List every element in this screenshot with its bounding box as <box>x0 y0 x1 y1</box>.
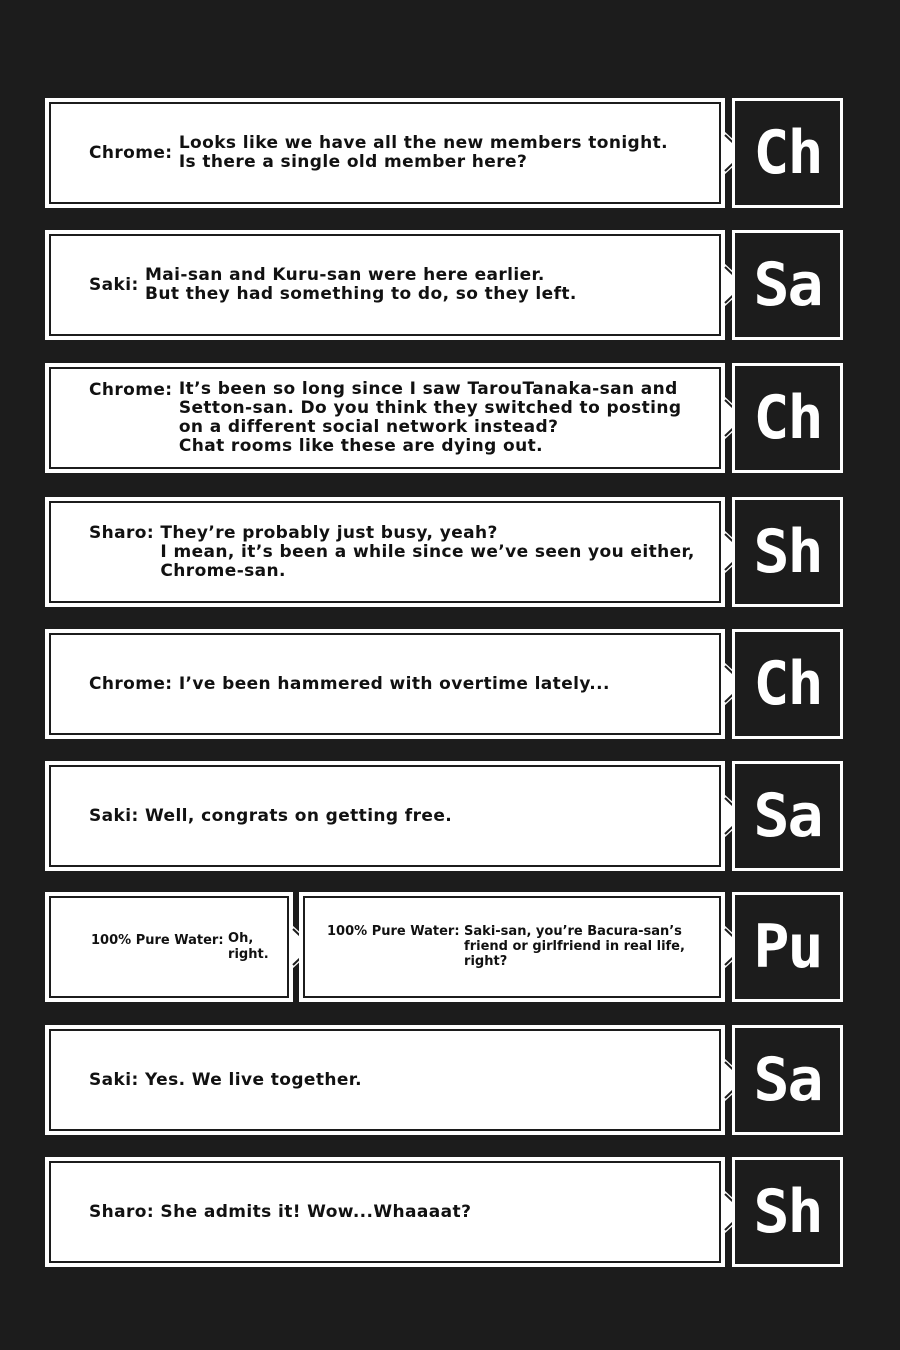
avatar-initials: Sh <box>735 1160 840 1264</box>
message-line: Oh, <box>228 931 254 946</box>
message-line: Chat rooms like these are dying out. <box>178 436 544 456</box>
speaker-name: Chrome: <box>89 673 173 694</box>
message-line: Setton-san. Do you think they switched to posting <box>178 398 682 418</box>
avatar-initials: Ch <box>735 632 840 736</box>
avatar-initials: Sh <box>735 500 840 604</box>
message-text <box>89 1027 362 1133</box>
message-line: Mai-san and Kuru-san were here earlier. <box>144 265 545 285</box>
message-bubble <box>45 98 725 208</box>
message-text <box>89 232 577 338</box>
message-text <box>89 100 668 206</box>
message-bubble <box>45 230 725 340</box>
speaker-name: Saki: <box>89 805 139 826</box>
avatar <box>732 363 843 473</box>
message-line: But they had something to do, so they left. <box>144 284 577 304</box>
message-line: Is there a single old member here? <box>178 152 528 172</box>
message-text <box>89 365 681 471</box>
message-bubble <box>45 761 725 871</box>
avatar <box>732 761 843 871</box>
message-text <box>91 894 269 1000</box>
message-bubble <box>45 497 725 607</box>
speaker-name: Sharo: <box>89 1201 155 1222</box>
chat-row <box>45 1157 843 1267</box>
avatar <box>732 1157 843 1267</box>
avatar <box>732 892 843 1002</box>
message-bubble <box>45 1025 725 1135</box>
chat-row <box>45 761 843 871</box>
message-line: Yes. We live together. <box>144 1069 363 1090</box>
chat-row <box>45 629 843 739</box>
chat-row <box>45 1025 843 1135</box>
message-bubble <box>45 629 725 739</box>
chat-row <box>45 98 843 208</box>
message-text <box>89 499 695 605</box>
message-line: right. <box>228 947 269 962</box>
speaker-name: Saki: <box>89 1069 139 1090</box>
avatar <box>732 1025 843 1135</box>
message-line: friend or girlfriend in real life, <box>464 939 685 954</box>
chat-row <box>45 497 843 607</box>
speaker-name: 100% Pure Water: <box>91 933 224 948</box>
message-text <box>89 763 452 869</box>
message-line: Chrome-san. <box>160 560 286 581</box>
message-line: They’re probably just busy, yeah? <box>160 522 498 543</box>
message-text <box>327 924 685 969</box>
chat-row <box>45 363 843 473</box>
avatar-initials: Ch <box>735 101 840 205</box>
speaker-name: Chrome: <box>89 380 173 400</box>
speaker-name: Sharo: <box>89 523 155 543</box>
message-bubble <box>45 1157 725 1267</box>
avatar-initials: Sa <box>735 1028 840 1132</box>
message-line: Well, congrats on getting free. <box>144 805 453 826</box>
avatar <box>732 629 843 739</box>
message-text <box>89 1159 471 1265</box>
message-line: Looks like we have all the new members tonight. <box>178 133 669 153</box>
message-line: It’s been so long since I saw TarouTanaka-san and <box>178 379 678 399</box>
message-line: I’ve been hammered with overtime lately... <box>178 673 610 694</box>
avatar <box>732 98 843 208</box>
chat-row <box>45 892 843 1002</box>
message-line: right? <box>464 954 508 969</box>
avatar <box>732 497 843 607</box>
message-line: Saki-san, you’re Bacura-san’s <box>464 924 682 939</box>
avatar-initials: Ch <box>735 366 840 470</box>
message-bubble <box>45 892 293 1002</box>
message-line: I mean, it’s been a while since we’ve seen you either, <box>160 541 695 562</box>
avatar-initials: Sa <box>735 233 840 337</box>
speaker-name: 100% Pure Water: <box>327 924 460 939</box>
message-line: on a different social network instead? <box>178 417 559 437</box>
message-line: She admits it! Wow...Whaaaat? <box>160 1201 472 1222</box>
avatar <box>732 230 843 340</box>
chat-row <box>45 230 843 340</box>
avatar-initials: Pu <box>735 895 840 999</box>
avatar-initials: Sa <box>735 764 840 868</box>
speaker-name: Saki: <box>89 274 139 295</box>
message-bubble <box>299 892 725 1002</box>
message-bubble <box>45 363 725 473</box>
message-text <box>89 631 610 737</box>
speaker-name: Chrome: <box>89 142 173 163</box>
